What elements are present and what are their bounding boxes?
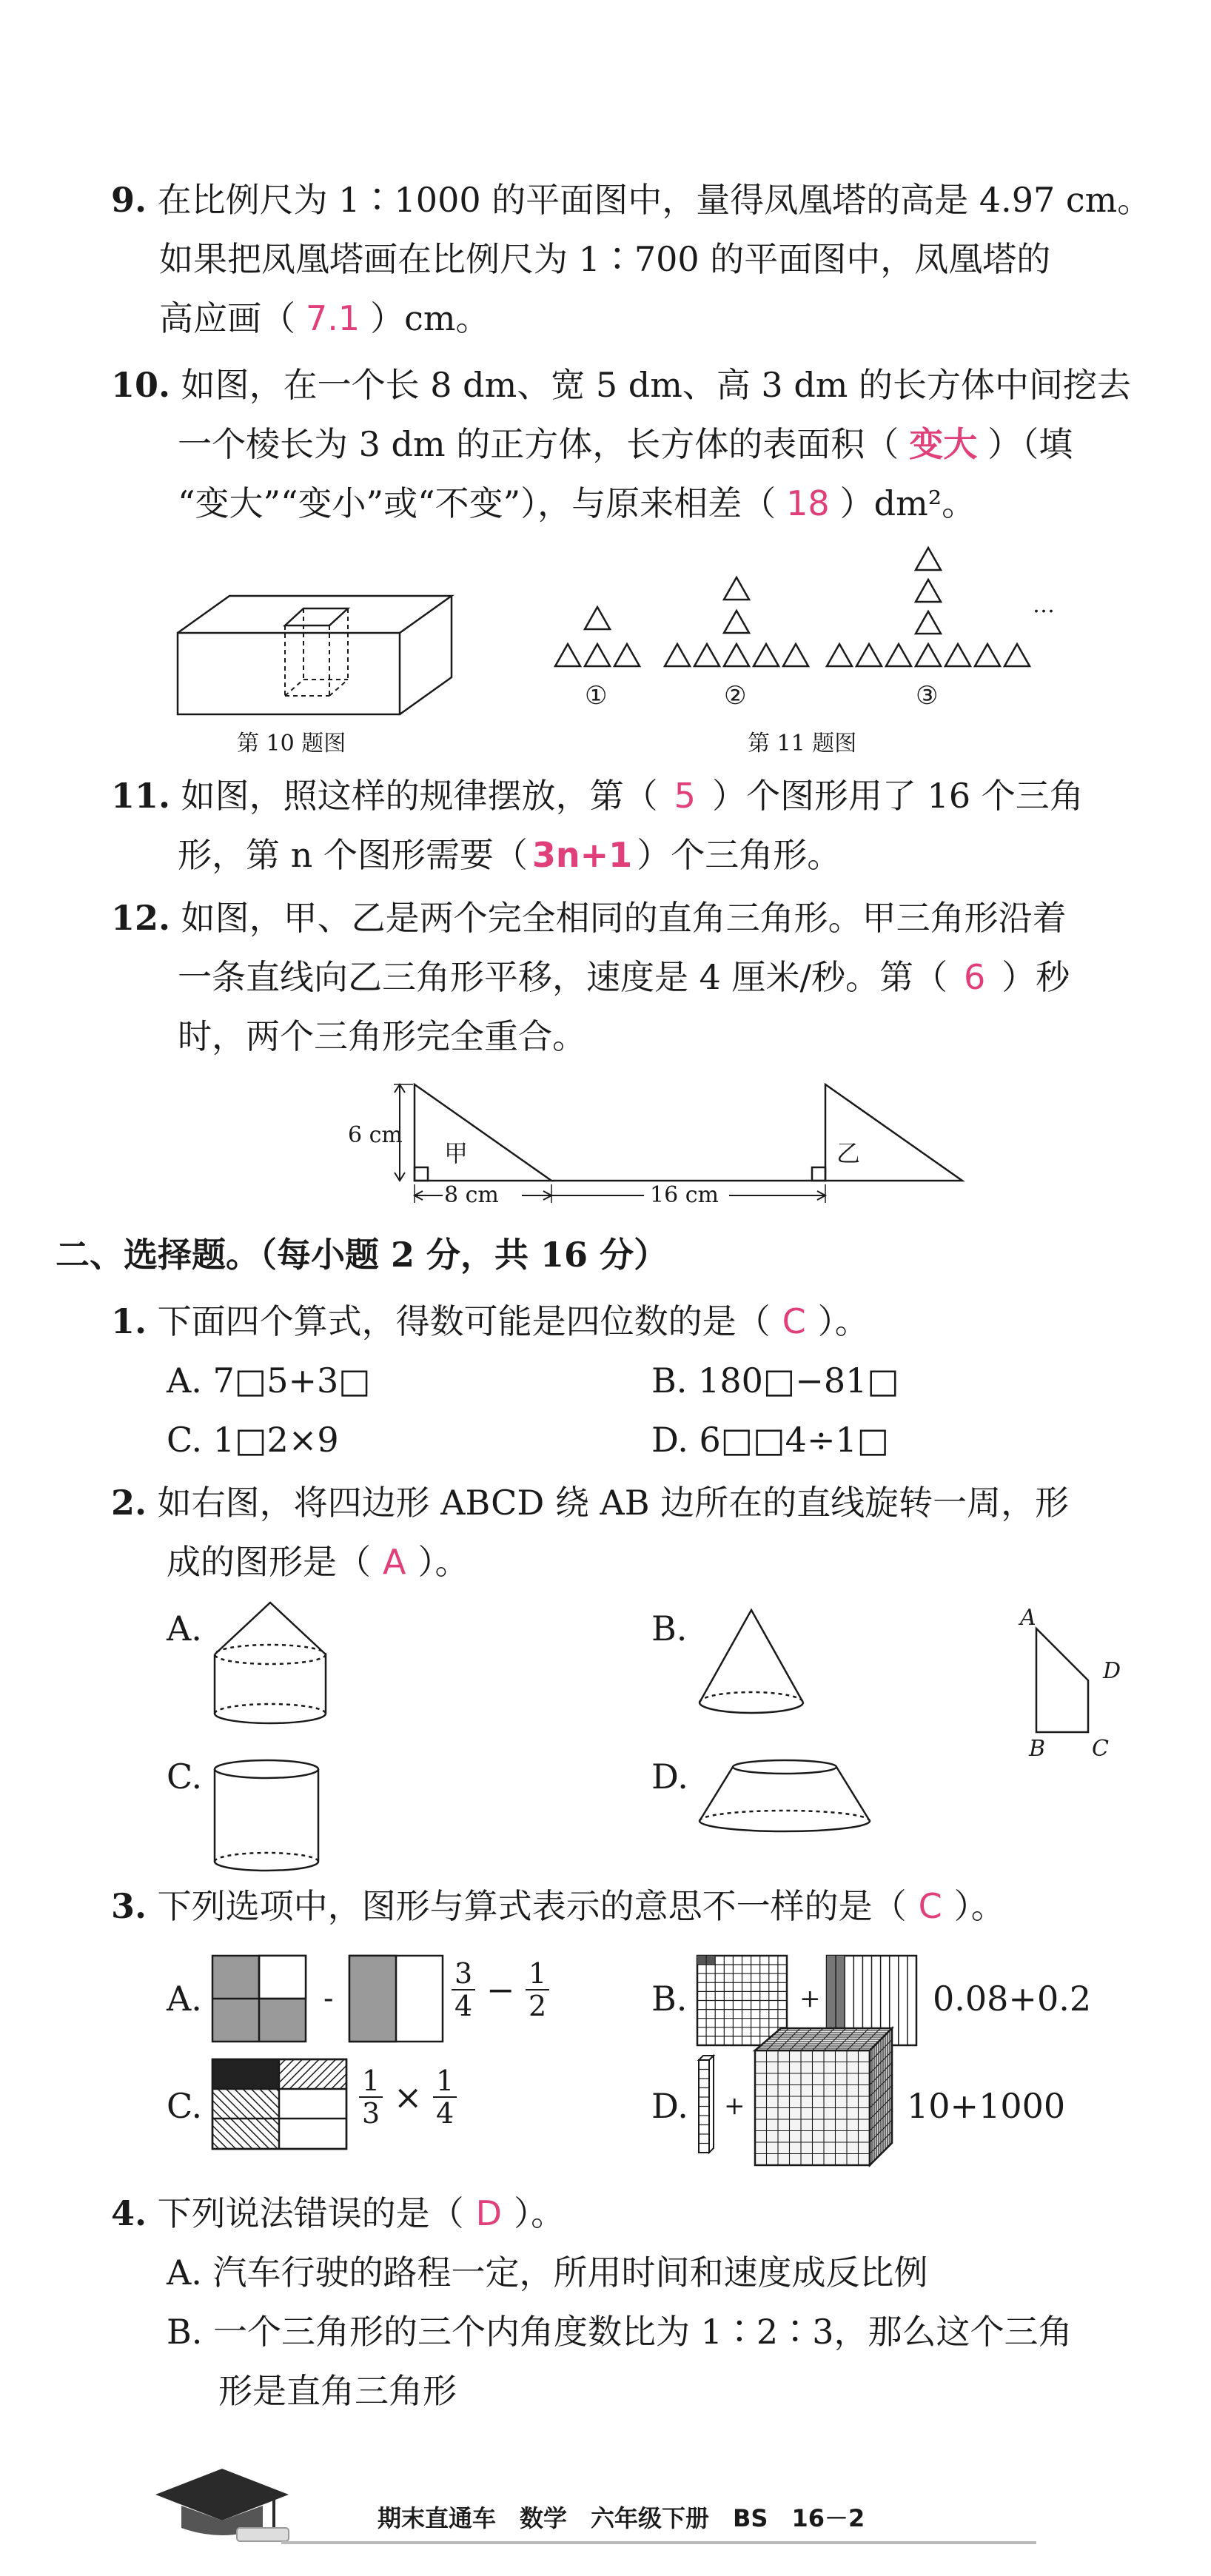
q10-text2b: ）（填 xyxy=(987,424,1073,464)
q11-line2 xyxy=(178,833,841,877)
c2-text2a: 成的图形是（ xyxy=(167,1542,371,1582)
q9-line1 xyxy=(111,178,1151,222)
q12-text2b: ）秒 xyxy=(1002,957,1070,997)
fig12-jia-label: 甲 xyxy=(444,1139,469,1167)
c2-option-d-frustum xyxy=(696,1758,873,1839)
c3-option-d-thousand-cube xyxy=(751,2025,896,2169)
c3-c-den2: 4 xyxy=(435,2097,454,2130)
c3-option-b-label: B. xyxy=(651,1979,688,2019)
c3-option-d-rod xyxy=(696,2054,718,2158)
c2-option-b-label: B. xyxy=(651,1609,688,1648)
c2-text1: 如右图，将四边形 ABCD 绕 AB 边所在的直线旋转一周，形 xyxy=(157,1483,1070,1523)
fig11-caption: 第 11 题图 xyxy=(748,731,857,757)
fig11-ellipsis: … xyxy=(1033,592,1055,618)
q11-text2a: 形，第 n 个图形需要（ xyxy=(178,835,528,875)
q9-answer: 7.1 xyxy=(306,298,360,338)
c3-option-c-expr xyxy=(359,2065,457,2129)
q9-text3b: ）cm。 xyxy=(370,298,490,338)
q12-line1 xyxy=(111,896,1067,940)
c2-option-a-cone-cylinder xyxy=(211,1599,329,1728)
c1-text-a: 下面四个算式，得数可能是四位数的是（ xyxy=(157,1301,771,1341)
q9-line3 xyxy=(159,296,490,341)
c3-c-num2: 1 xyxy=(433,2065,457,2098)
c1-option-d: D. 6□□4÷1□ xyxy=(651,1420,890,1460)
fig12-gap-label: 16 cm xyxy=(650,1182,719,1208)
c3-a-den1: 4 xyxy=(454,1990,473,2022)
q10-answer2: 18 xyxy=(786,483,830,523)
q10-text1: 如图，在一个长 8 dm、宽 5 dm、高 3 dm 的长方体中间挖去 xyxy=(181,365,1132,405)
q11-line1 xyxy=(111,774,1084,818)
c3-option-b-expr: 0.08+0.2 xyxy=(933,1979,1092,2019)
fig11-label-1: ① xyxy=(585,681,608,711)
c1-number: 1. xyxy=(111,1301,147,1341)
fig12-base-label: 8 cm xyxy=(444,1182,499,1208)
c3-text-b: ）。 xyxy=(953,1886,1005,1926)
c2-number: 2. xyxy=(111,1483,147,1523)
c1-stem xyxy=(111,1299,869,1344)
q11-answer2: 3n+1 xyxy=(531,835,633,875)
fig10-caption: 第 10 题图 xyxy=(237,731,346,757)
c1-answer: C xyxy=(782,1301,806,1341)
q10-text3a: “变大”“变小”或“不变”），与原来相差（ xyxy=(178,483,776,523)
q10-text3b: ）dm²。 xyxy=(839,483,976,523)
c3-option-a-label: A. xyxy=(167,1979,202,2019)
q10-line2 xyxy=(178,422,1073,466)
c2-point-b: B xyxy=(1029,1736,1046,1762)
c3-a-num2: 1 xyxy=(526,1958,549,1990)
fig11-label-3: ③ xyxy=(916,681,939,711)
c3-option-b-plus: + xyxy=(799,1984,821,2013)
q12-answer: 6 xyxy=(964,957,986,997)
fig12-yi-label: 乙 xyxy=(836,1139,861,1167)
q9-text3a: 高应画（ xyxy=(159,298,295,338)
fig12-height-label: 6 cm xyxy=(348,1122,403,1148)
c2-quadrilateral-abcd xyxy=(1033,1625,1092,1736)
c3-option-a-square-half xyxy=(348,1954,444,2043)
c2-line2 xyxy=(167,1540,469,1584)
c3-text-a: 下列选项中，图形与算式表示的意思不一样的是（ xyxy=(157,1886,907,1926)
c1-option-c: C. 1□2×9 xyxy=(167,1420,339,1460)
c2-option-c-cylinder xyxy=(211,1758,322,1876)
section2-title: 二、选择题。（每小题 2 分，共 16 分） xyxy=(56,1235,668,1275)
c3-option-c-label: C. xyxy=(167,2086,203,2126)
c3-answer: C xyxy=(918,1886,942,1926)
fig10-cuboid-diagram xyxy=(174,592,470,718)
c2-answer: A xyxy=(383,1542,406,1582)
q10-number: 10. xyxy=(111,365,171,405)
q10-answer1: 变大 xyxy=(909,424,978,464)
c3-option-d-expr: 10+1000 xyxy=(907,2086,1066,2126)
q10-line3 xyxy=(178,481,976,526)
q12-line2 xyxy=(178,955,1070,999)
c2-point-a: A xyxy=(1020,1605,1036,1631)
c3-option-a-square-quarters xyxy=(211,1954,307,2043)
c3-a-op: − xyxy=(486,1970,515,2010)
c4-option-a: A. 汽车行驶的路程一定，所用时间和速度成反比例 xyxy=(167,2253,928,2292)
footer-text: 期末直通车 数学 六年级下册 BS 16－2 xyxy=(378,2504,865,2532)
c3-c-op: × xyxy=(393,2077,423,2117)
q11-number: 11. xyxy=(111,776,171,816)
q12-text2a: 一条直线向乙三角形平移，速度是 4 厘米/秒。第（ xyxy=(178,957,948,997)
q9-line2: 如果把凤凰塔画在比例尺为 1∶700 的平面图中，凤凰塔的 xyxy=(159,239,1051,279)
c2-option-b-cone xyxy=(696,1606,807,1717)
q9-text1: 在比例尺为 1∶1000 的平面图中，量得凤凰塔的高是 4.97 cm。 xyxy=(157,180,1152,220)
c3-stem xyxy=(111,1884,1005,1928)
q12-text1: 如图，甲、乙是两个完全相同的直角三角形。甲三角形沿着 xyxy=(181,898,1067,938)
c4-option-b-line2: 形是直角三角形 xyxy=(218,2371,457,2411)
footer-rule xyxy=(281,2539,1036,2548)
c3-option-a-minus: - xyxy=(323,1982,334,2016)
c4-text-b: ）。 xyxy=(514,2193,566,2233)
c1-option-b: B. 180□−81□ xyxy=(651,1361,899,1401)
q11-text2b: ）个三角形。 xyxy=(637,835,842,875)
c3-option-d-label: D. xyxy=(651,2086,688,2126)
c4-answer: D xyxy=(475,2193,503,2233)
c3-c-num1: 1 xyxy=(359,2065,383,2098)
c4-text-a: 下列说法错误的是（ xyxy=(157,2193,464,2233)
q10-line1 xyxy=(111,363,1131,407)
c2-text2b: ）。 xyxy=(417,1542,469,1582)
fig11-triangle-pattern xyxy=(548,548,1066,733)
q11-text1a: 如图，照这样的规律摆放，第（ xyxy=(181,776,658,816)
c1-text-b: ）。 xyxy=(817,1301,869,1341)
fig11-label-2: ② xyxy=(724,681,747,711)
c4-stem xyxy=(111,2191,565,2235)
c2-option-c-label: C. xyxy=(167,1757,203,1797)
c3-number: 3. xyxy=(111,1886,147,1926)
c3-option-c-hatched-rect xyxy=(211,2058,348,2150)
q10-text2a: 一个棱长为 3 dm 的正方体，长方体的表面积（ xyxy=(178,424,899,464)
q11-answer1: 5 xyxy=(674,776,696,816)
q11-text1b: ）个图形用了 16 个三角 xyxy=(711,776,1084,816)
c2-option-a-label: A. xyxy=(167,1609,202,1648)
c1-option-a: A. 7□5+3□ xyxy=(167,1361,371,1401)
c3-option-d-plus: + xyxy=(724,2091,745,2121)
c2-point-c: C xyxy=(1092,1736,1109,1762)
c3-option-a-expr xyxy=(452,1958,549,2022)
q12-number: 12. xyxy=(111,898,171,938)
c2-point-d: D xyxy=(1103,1658,1121,1684)
c4-number: 4. xyxy=(111,2193,147,2233)
c4-option-b-line1: B. 一个三角形的三个内角度数比为 1∶2∶3，那么这个三角 xyxy=(167,2312,1073,2352)
c2-option-d-label: D. xyxy=(651,1757,688,1797)
c3-c-den1: 3 xyxy=(362,2097,380,2130)
c3-a-num1: 3 xyxy=(452,1958,475,1990)
graduation-cap-icon xyxy=(148,2465,296,2546)
q12-line3: 时，两个三角形完全重合。 xyxy=(178,1016,586,1056)
q9-number: 9. xyxy=(111,180,147,220)
c3-a-den2: 2 xyxy=(528,1990,547,2022)
c2-line1 xyxy=(111,1480,1069,1525)
